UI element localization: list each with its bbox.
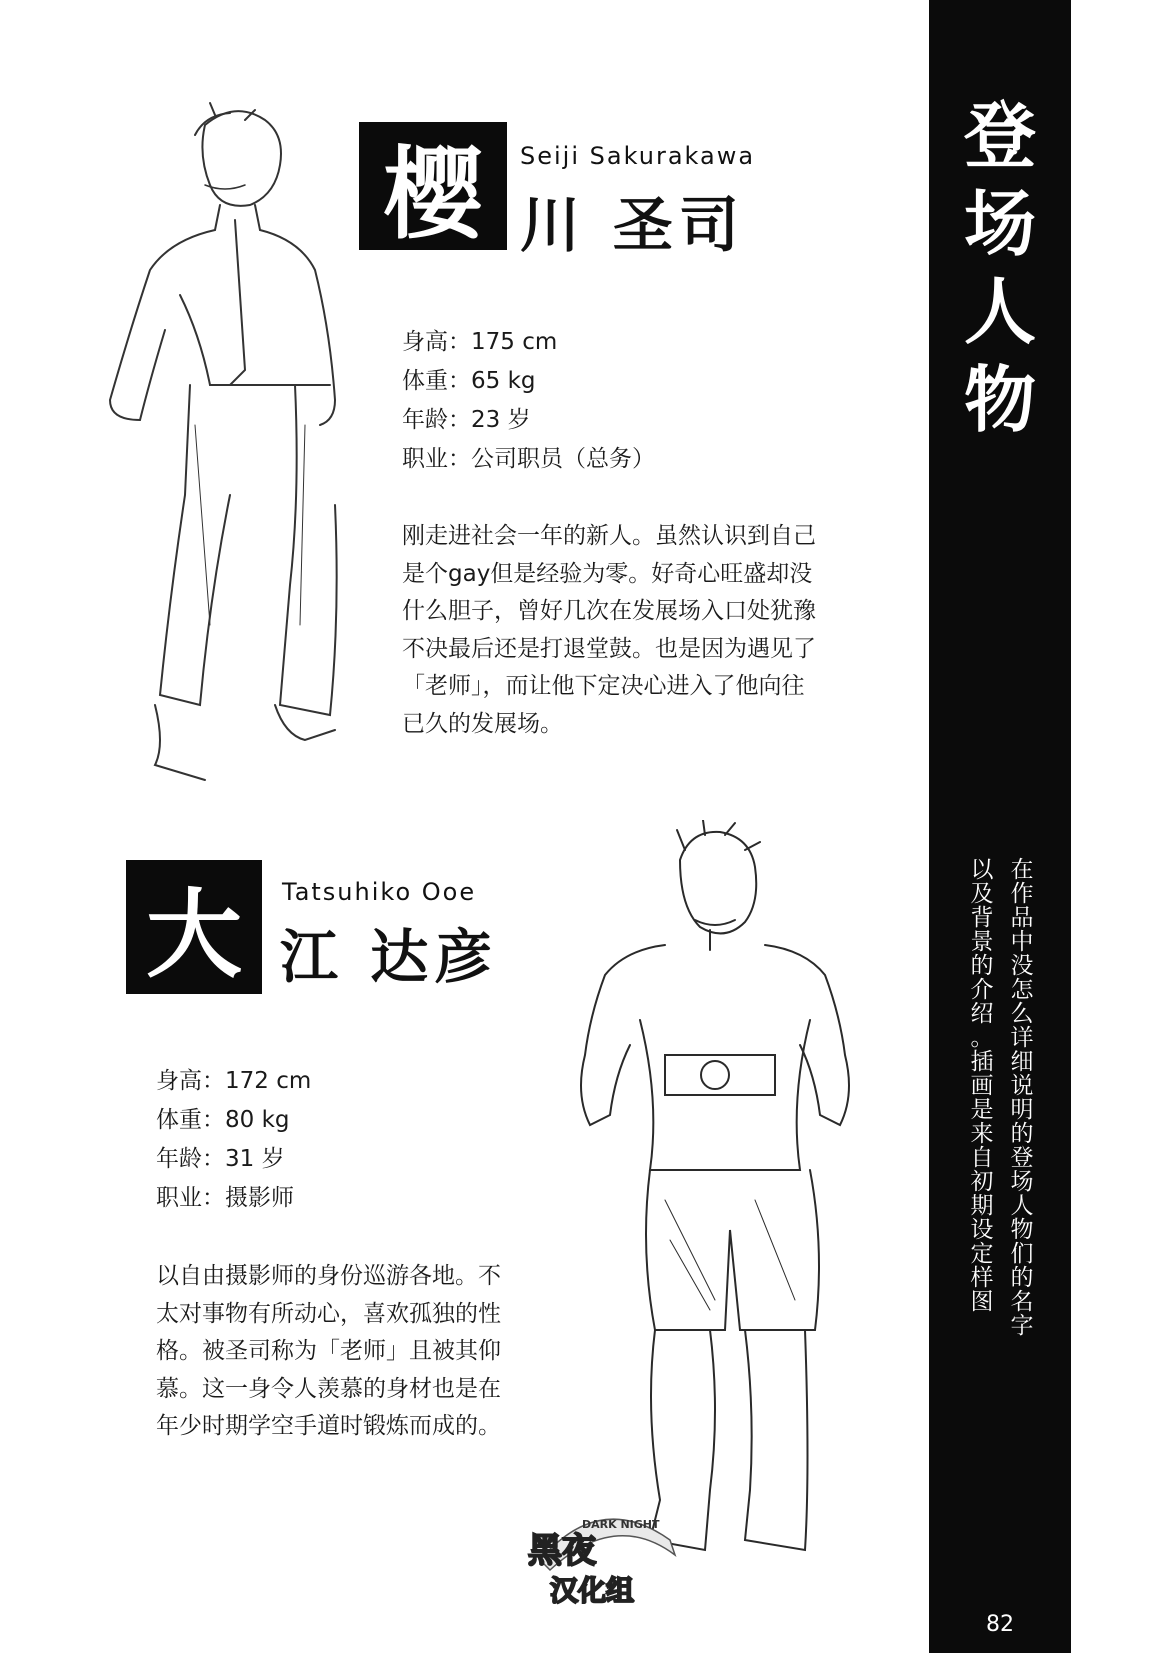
seiji-stats bbox=[402, 323, 655, 479]
note-char: 是 bbox=[970, 1097, 994, 1123]
note-char: 作 bbox=[1010, 881, 1034, 907]
seiji-romaji: Seiji Sakurakawa bbox=[520, 142, 756, 170]
note-char: 说 bbox=[1010, 1073, 1034, 1099]
note-char: 人 bbox=[1010, 1193, 1034, 1219]
tatsuhiko-bio bbox=[156, 1258, 501, 1446]
sidebar-note-column-1 bbox=[1007, 858, 1037, 1338]
note-char: 期 bbox=[970, 1193, 994, 1219]
title-char: 场 bbox=[963, 182, 1036, 266]
watermark-tag: DARK NIGHT bbox=[582, 1518, 660, 1531]
note-char: 场 bbox=[1010, 1169, 1034, 1195]
seiji-name-rest: 川 圣司 bbox=[520, 191, 745, 261]
note-char: 景 bbox=[970, 929, 994, 955]
note-char: 的 bbox=[970, 953, 994, 979]
seiji-occupation: 职业：公司职员（总务） bbox=[402, 446, 655, 472]
seiji-bio-line: 「老师」，而让他下定决心进入了他向往 bbox=[402, 673, 805, 699]
note-char: 的 bbox=[1010, 1265, 1034, 1291]
watermark-line2: 汉化组 bbox=[550, 1574, 635, 1607]
seiji-bio-line: 已久的发展场。 bbox=[402, 710, 563, 737]
note-char: 细 bbox=[1010, 1049, 1034, 1075]
tatsuhiko-romaji: Tatsuhiko Ooe bbox=[282, 878, 477, 906]
tatsuhiko-stats bbox=[156, 1062, 311, 1218]
note-char: 介 bbox=[970, 977, 994, 1003]
sidebar bbox=[929, 0, 1071, 1653]
seiji-bio-line: 不决最后还是打退堂鼓。也是因为遇见了 bbox=[402, 635, 816, 662]
sidebar-title bbox=[929, 92, 1071, 444]
note-char: 品 bbox=[1010, 905, 1034, 931]
note-char: 。 bbox=[970, 1025, 994, 1051]
note-char: 登 bbox=[1010, 1145, 1034, 1171]
note-char: 图 bbox=[970, 1289, 994, 1315]
tatsuhiko-name-first-char: 大 bbox=[146, 877, 242, 991]
tatsuhiko-name-first-char-box bbox=[126, 860, 262, 994]
tatsuhiko-occupation: 职业：摄影师 bbox=[156, 1185, 294, 1211]
tatsuhiko-bio-line: 慕。这一身令人羡慕的身材也是在 bbox=[156, 1375, 501, 1402]
seiji-name-first-char-box bbox=[359, 122, 507, 253]
tatsuhiko-bio-line: 太对事物有所动心，喜欢孤独的性 bbox=[156, 1300, 501, 1327]
tatsuhiko-weight: 体重：80 kg bbox=[156, 1107, 290, 1133]
note-char: 么 bbox=[1010, 1001, 1034, 1027]
note-char: 初 bbox=[970, 1169, 994, 1195]
note-char: 字 bbox=[1010, 1313, 1034, 1339]
seiji-height: 身高：175 cm bbox=[402, 329, 558, 355]
tatsuhiko-age: 年龄：31 岁 bbox=[156, 1146, 285, 1172]
note-char: 怎 bbox=[1010, 977, 1034, 1003]
page-number: 82 bbox=[986, 1612, 1014, 1637]
note-char: 的 bbox=[1010, 1121, 1034, 1147]
note-char: 名 bbox=[1010, 1289, 1034, 1315]
note-char: 来 bbox=[970, 1121, 994, 1147]
note-char: 没 bbox=[1010, 953, 1034, 979]
seiji-age: 年龄：23 岁 bbox=[402, 407, 531, 433]
note-char: 明 bbox=[1010, 1097, 1034, 1123]
sidebar-note-column-2 bbox=[967, 858, 997, 1314]
tatsuhiko-bio-line: 格。被圣司称为「老师」且被其仰 bbox=[156, 1338, 501, 1364]
note-char: 及 bbox=[970, 881, 994, 907]
title-char: 物 bbox=[963, 358, 1036, 442]
tatsuhiko-name-rest: 江 达彦 bbox=[280, 923, 499, 991]
seiji-name-first-char: 樱 bbox=[383, 135, 483, 253]
note-char: 在 bbox=[1010, 857, 1034, 883]
seiji-bio-line: 是个gay但是经验为零。好奇心旺盛却没 bbox=[402, 560, 813, 587]
tatsuhiko-height: 身高：172 cm bbox=[156, 1068, 312, 1094]
note-char: 样 bbox=[970, 1265, 994, 1291]
note-char: 画 bbox=[970, 1073, 994, 1099]
note-char: 背 bbox=[970, 905, 994, 931]
seiji-weight: 体重：65 kg bbox=[402, 368, 536, 394]
note-char: 详 bbox=[1010, 1025, 1034, 1051]
title-char: 人 bbox=[963, 270, 1036, 354]
note-char: 以 bbox=[970, 857, 994, 883]
tatsuhiko-sketch bbox=[555, 820, 885, 1560]
seiji-bio bbox=[402, 518, 816, 743]
seiji-sketch bbox=[95, 95, 355, 815]
scanlation-watermark bbox=[520, 1500, 680, 1610]
title-char: 登 bbox=[963, 94, 1036, 178]
tatsuhiko-bio-line: 年少时期学空手道时锻炼而成的。 bbox=[156, 1413, 501, 1439]
note-char: 中 bbox=[1010, 929, 1034, 955]
seiji-bio-line: 什么胆子，曾好几次在发展场入口处犹豫 bbox=[402, 598, 816, 624]
note-char: 自 bbox=[970, 1145, 994, 1171]
note-char: 设 bbox=[970, 1217, 994, 1243]
note-char: 物 bbox=[1010, 1217, 1034, 1243]
note-char: 绍 bbox=[970, 1001, 994, 1027]
tatsuhiko-bio-line: 以自由摄影师的身份巡游各地。不 bbox=[156, 1263, 501, 1289]
note-char: 定 bbox=[970, 1241, 994, 1267]
note-char: 们 bbox=[1010, 1241, 1034, 1267]
note-char: 插 bbox=[970, 1049, 994, 1075]
seiji-bio-line: 刚走进社会一年的新人。虽然认识到自己 bbox=[402, 523, 816, 549]
watermark-line1: 黑夜 bbox=[528, 1531, 596, 1571]
